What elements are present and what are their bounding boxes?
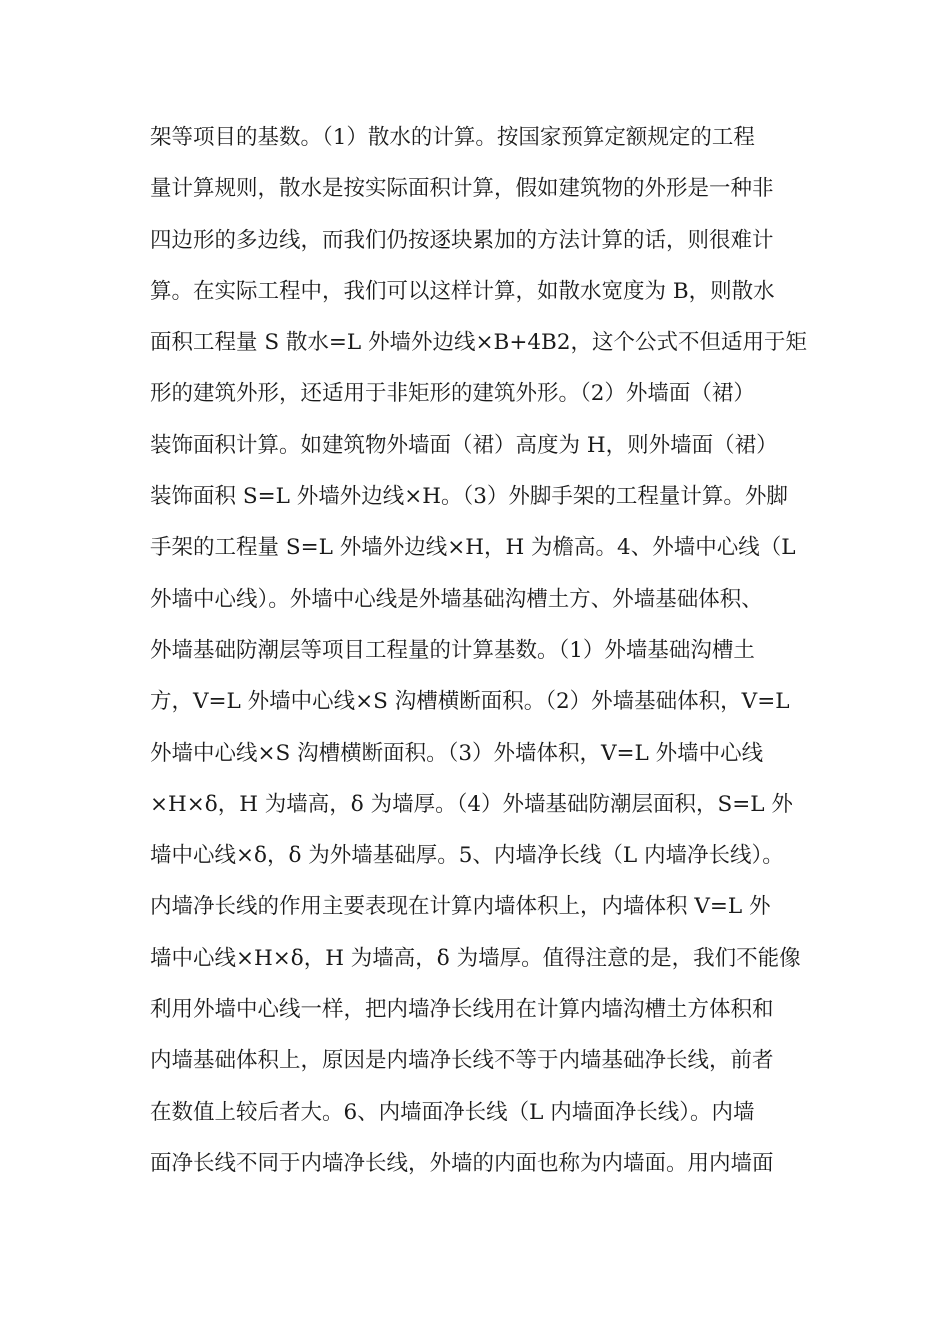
- text-line: 在数值上较后者大。6、内墙面净长线（L 内墙面净长线）。内墙: [150, 1099, 755, 1125]
- text-line: 墙中心线×H×δ，H 为墙高，δ 为墙厚。值得注意的是，我们不能像: [150, 945, 801, 971]
- text-line: 面积工程量 S 散水=L 外墙外边线×B+4B2，这个公式不但适用于矩: [150, 330, 808, 356]
- text-line: 方，V=L 外墙中心线×S 沟槽横断面积。（2）外墙基础体积，V=L: [150, 689, 790, 715]
- text-line: 架等项目的基数。（1）散水的计算。按国家预算定额规定的工程: [150, 125, 755, 150]
- text-line: 形的建筑外形，还适用于非矩形的建筑外形。（2）外墙面（裙）: [150, 381, 755, 407]
- text-line: 装饰面积 S=L 外墙外边线×H。（3）外脚手架的工程量计算。外脚: [150, 484, 788, 510]
- text-line: ×H×δ，H 为墙高，δ 为墙厚。（4）外墙基础防潮层面积，S=L 外: [150, 791, 793, 817]
- text-line: 面净长线不同于内墙净长线，外墙的内面也称为内墙面。用内墙面: [150, 1150, 774, 1176]
- text-line: 内墙净长线的作用主要表现在计算内墙体积上，内墙体积 V=L 外: [150, 894, 771, 920]
- text-line: 量计算规则，散水是按实际面积计算，假如建筑物的外形是一种非: [150, 176, 774, 202]
- text-line: 手架的工程量 S=L 外墙外边线×H，H 为檐高。4、外墙中心线（L: [150, 535, 796, 561]
- text-line: 装饰面积计算。如建筑物外墙面（裙）高度为 H，则外墙面（裙）: [150, 432, 778, 458]
- text-line: 内墙基础体积上，原因是内墙净长线不等于内墙基础净长线，前者: [150, 1048, 774, 1074]
- text-line: 外墙中心线）。外墙中心线是外墙基础沟槽土方、外墙基础体积、: [150, 586, 763, 612]
- text-line: 墙中心线×δ，δ 为外墙基础厚。5、内墙净长线（L 内墙净长线）。: [150, 843, 784, 869]
- text-line: 外墙基础防潮层等项目工程量的计算基数。（1）外墙基础沟槽土: [150, 637, 755, 663]
- text-line: 利用外墙中心线一样，把内墙净长线用在计算内墙沟槽土方体积和: [150, 997, 774, 1023]
- text-line: 外墙中心线×S 沟槽横断面积。（3）外墙体积，V=L 外墙中心线: [150, 740, 764, 766]
- text-line: 算。在实际工程中，我们可以这样计算，如散水宽度为 B，则散水: [150, 278, 775, 304]
- body-paragraph: [150, 112, 810, 1189]
- text-line: 四边形的多边线，而我们仍按逐块累加的方法计算的话，则很难计: [150, 227, 774, 253]
